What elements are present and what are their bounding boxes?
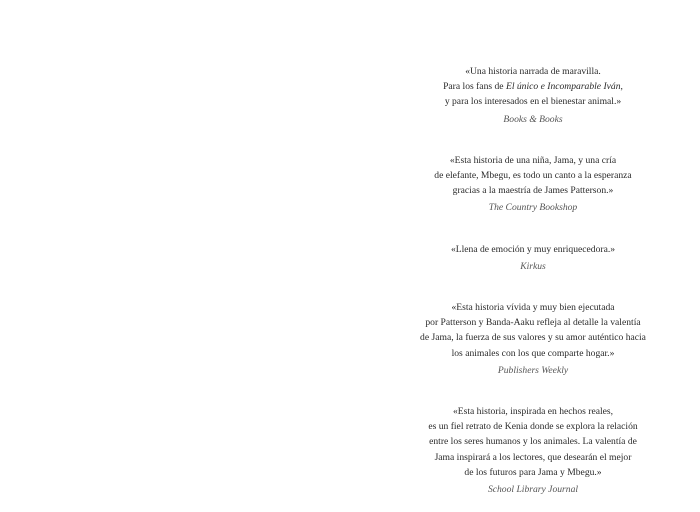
quote-line: de Jama, la fuerza de sus valores y su amor auténtico hacia — [420, 332, 646, 344]
quote-line: de los futuros para Jama y Mbegu.» — [464, 466, 602, 478]
blurb-kirkus — [388, 242, 678, 274]
spacer — [388, 378, 678, 404]
quote-text: Para los fans de — [443, 81, 506, 93]
quote-line: gracias a la maestría de James Patterson.» — [452, 185, 614, 197]
spacer — [388, 216, 678, 242]
blurb-school-library-journal — [388, 404, 678, 497]
quote-line: «Una historia narrada de maravilla. — [465, 66, 601, 77]
book-title-italic: El único e Incomparable Iván — [505, 81, 621, 93]
blurb-publishers-weekly — [388, 300, 678, 378]
quote-line: por Patterson y Banda-Aaku refleja al detalle la valentía — [425, 317, 641, 329]
quote-line: «Esta historia de una niña, Jama, y una cría — [449, 154, 617, 166]
spacer — [388, 274, 678, 300]
quote-line — [388, 79, 678, 94]
blurb-country-bookshop — [388, 153, 678, 216]
blurb-source: Books & Books — [503, 113, 563, 125]
quote-text: , — [620, 81, 623, 93]
quote-line: de elefante, Mbegu, es todo un canto a la esperanza — [434, 170, 632, 182]
blurb-books-and-books — [388, 64, 678, 127]
blurb-source: Kirkus — [520, 260, 546, 272]
quote-line: es un fiel retrato de Kenia donde se explora la relación — [428, 421, 638, 433]
quote-line: los animales con los que comparte hogar.» — [451, 347, 615, 359]
quote-line: «Esta historia vívida y muy bien ejecutada — [451, 302, 615, 314]
spacer — [388, 127, 678, 153]
quote-line: entre los seres humanos y los animales. La valentía de — [429, 436, 637, 448]
blurb-source: School Library Journal — [487, 484, 579, 496]
quote-line: y para los interesados en el bienestar animal.» — [444, 96, 622, 108]
quote-line: Jama inspirará a los lectores, que desearán el mejor — [434, 451, 632, 463]
blurb-source: Publishers Weekly — [497, 364, 569, 376]
praise-blurbs — [388, 64, 678, 497]
quote-line: «Esta historia, inspirada en hechos reales, — [452, 406, 614, 418]
blurb-source: The Country Bookshop — [488, 202, 578, 214]
quote-line: «Llena de emoción y muy enriquecedora.» — [450, 243, 616, 255]
